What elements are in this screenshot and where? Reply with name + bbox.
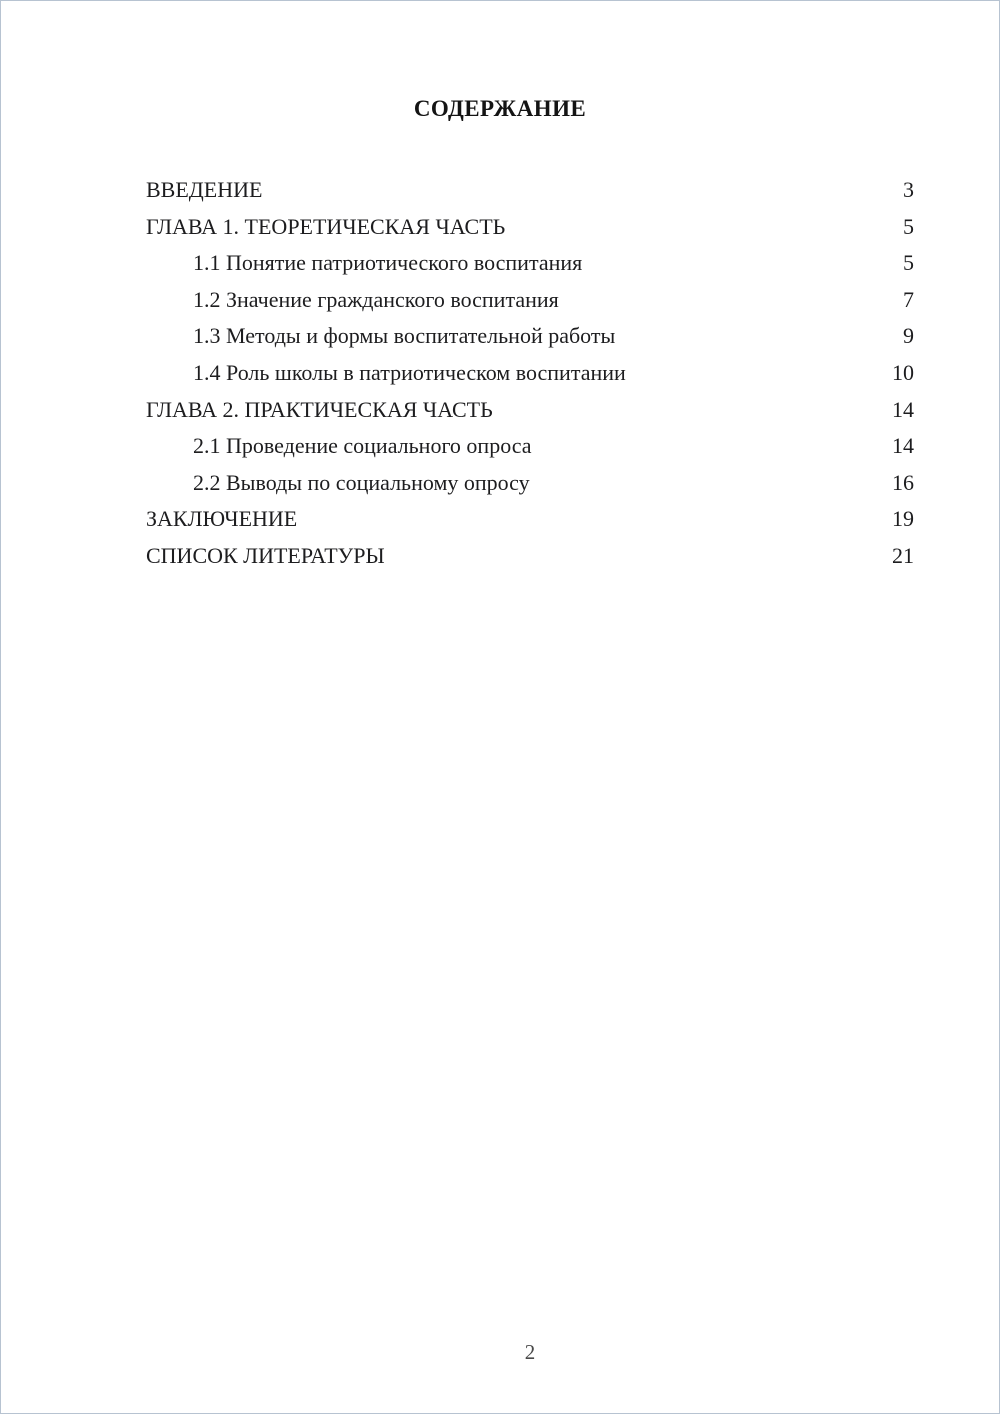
toc-entry <box>146 318 914 355</box>
toc-entry-page-number: 5 <box>903 250 914 276</box>
toc-entry-label: 2.1 Проведение социального опроса <box>193 433 532 459</box>
toc-entry <box>146 172 914 209</box>
toc-entry-page-number: 19 <box>892 506 914 532</box>
toc-entry-page-number: 7 <box>903 286 914 312</box>
toc-heading: СОДЕРЖАНИЕ <box>413 96 587 121</box>
toc-entry-page-number: 14 <box>892 396 914 422</box>
toc-entry-label: 1.2 Значение гражданского воспитания <box>193 286 559 312</box>
footer-page-number: 2 <box>524 1340 536 1364</box>
toc-entry <box>146 428 914 465</box>
toc-entry-page-number: 9 <box>903 323 914 349</box>
toc-entry-page-number: 3 <box>903 177 914 202</box>
toc-entry-page-number: 10 <box>892 359 914 385</box>
toc-entry <box>146 245 914 282</box>
toc-entry <box>146 538 914 575</box>
toc-entry-label: ГЛАВА 2. ПРАКТИЧЕСКАЯ ЧАСТЬ <box>146 396 493 422</box>
toc-entry-page-number: 14 <box>892 433 914 459</box>
toc-entry <box>146 209 914 246</box>
toc-entry-label: 2.2 Выводы по социальному опросу <box>193 469 530 495</box>
toc-entry-page-number: 21 <box>892 542 914 568</box>
toc-entry <box>146 465 914 502</box>
toc-entry-page-number: 5 <box>903 213 914 239</box>
toc-entry-label: ЗАКЛЮЧЕНИЕ <box>146 506 298 532</box>
toc-entry-label: СПИСОК ЛИТЕРАТУРЫ <box>146 542 385 568</box>
toc-entry-label: ГЛАВА 1. ТЕОРЕТИЧЕСКАЯ ЧАСТЬ <box>146 213 506 239</box>
toc-entry <box>146 282 914 319</box>
toc-entry-label: ВВЕДЕНИЕ <box>146 177 263 202</box>
toc-entry-page-number: 16 <box>892 469 914 495</box>
toc-entry <box>146 392 914 429</box>
toc-entry-label: 1.4 Роль школы в патриотическом воспитании <box>193 359 626 385</box>
toc-list <box>146 172 914 575</box>
toc-entry <box>146 355 914 392</box>
toc-entry-label: 1.1 Понятие патриотического воспитания <box>193 250 583 276</box>
toc-entry-label: 1.3 Методы и формы воспитательной работы <box>193 323 616 349</box>
toc-entry <box>146 501 914 538</box>
